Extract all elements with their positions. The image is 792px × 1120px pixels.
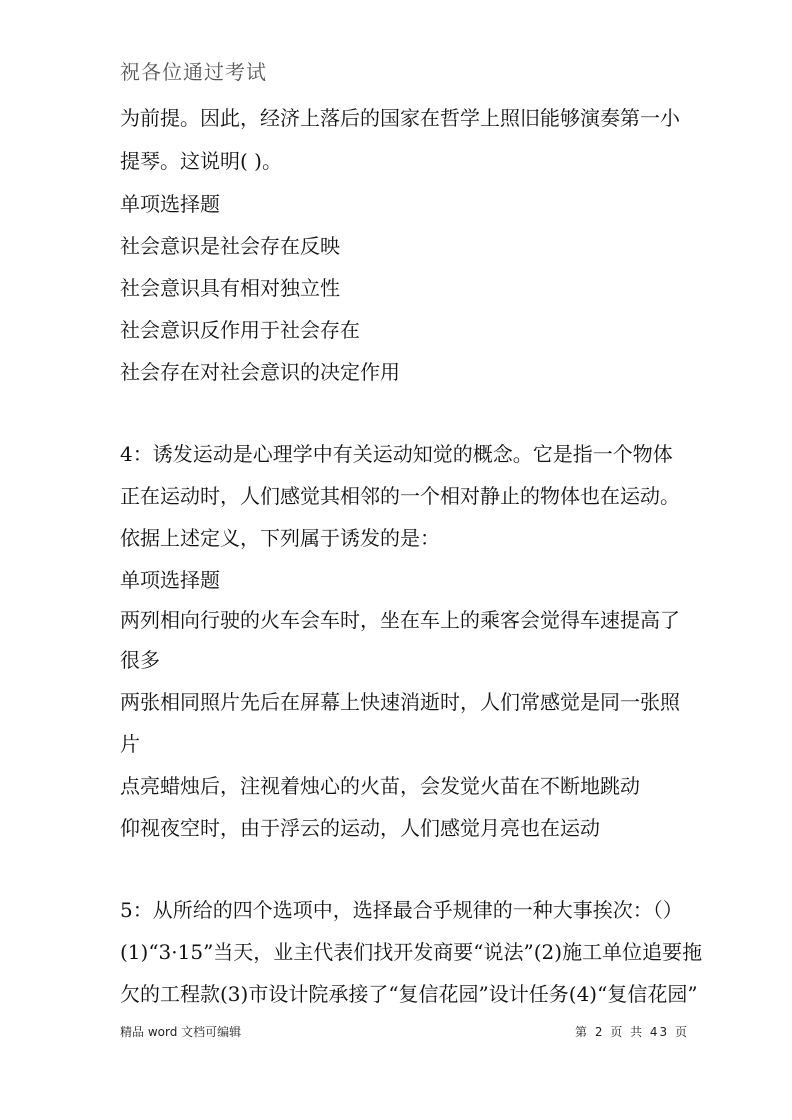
answer-option: 社会意识反作用于社会存在 [120, 318, 360, 342]
question-text: 4：诱发运动是心理学中有关运动知觉的概念。它是指一个物体 [120, 442, 673, 466]
answer-option: 片 [120, 732, 140, 756]
question-text: 5：从所给的四个选项中，选择最合乎规律的一种大事挨次：（） [120, 898, 683, 922]
answer-option: 两张相同照片先后在屏幕上快速消逝时，人们常感觉是同一张照 [120, 690, 680, 714]
answer-option: 很多 [120, 648, 160, 672]
answer-option: 社会意识具有相对独立性 [120, 276, 340, 300]
answer-option: 点亮蜡烛后，注视着烛心的火苗，会发觉火苗在不断地跳动 [120, 774, 640, 798]
page-number: 第 2 页 共 43 页 [575, 1025, 689, 1039]
text-line: 为前提。因此，经济上落后的国家在哲学上照旧能够演奏第一小 [120, 106, 680, 130]
question-text: 欠的工程款(3)市设计院承接了“复信花园”设计任务(4)“复信花园” [120, 982, 698, 1006]
question-text: 依据上述定义，下列属于诱发的是： [120, 526, 440, 550]
answer-option: 两列相向行驶的火车会车时，坐在车上的乘客会觉得车速提高了 [120, 608, 680, 632]
answer-option: 社会存在对社会意识的决定作用 [120, 360, 400, 384]
footer-left-text: 精品 word 文档可编辑 [120, 1025, 242, 1039]
question-type-label: 单项选择题 [120, 192, 220, 216]
answer-option: 仰视夜空时，由于浮云的运动，人们感觉月亮也在运动 [120, 816, 600, 840]
question-text: (1)“3·15”当天，业主代表们找开发商要“说法”(2)施工单位追要拖 [120, 940, 703, 964]
question-type-label: 单项选择题 [120, 568, 220, 592]
answer-option: 社会意识是社会存在反映 [120, 234, 340, 258]
page-header: 祝各位通过考试 [120, 60, 267, 84]
question-text: 正在运动时，人们感觉其相邻的一个相对静止的物体也在运动。 [120, 484, 680, 508]
text-line: 提琴。这说明( )。 [120, 149, 282, 173]
